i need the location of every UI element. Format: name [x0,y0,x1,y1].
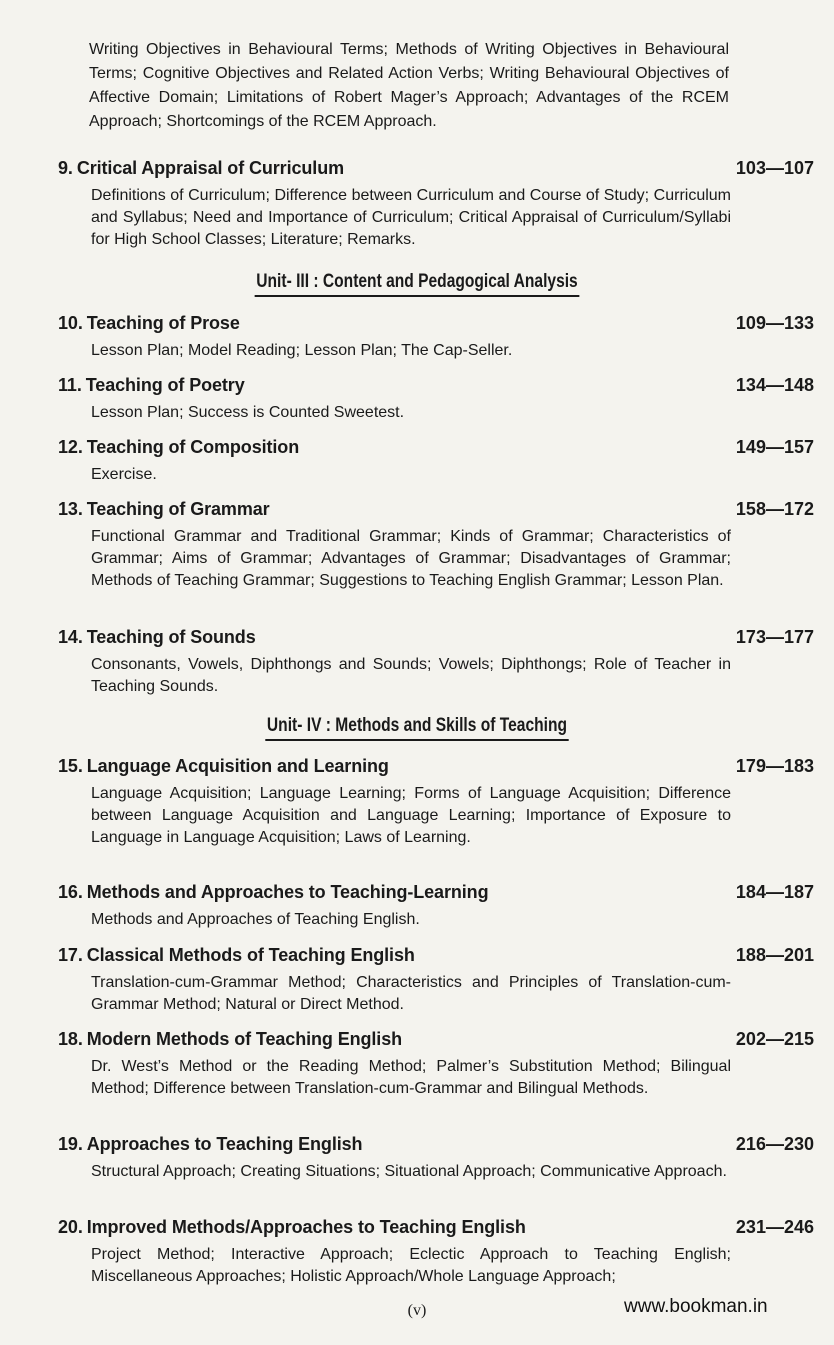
chapter-10 [58,313,814,362]
chapter-11 [58,375,814,424]
chapter-15 [58,756,814,849]
chapter-title: 14. Teaching of Sounds [58,627,256,647]
chapter-title: 17. Classical Methods of Teaching English [58,945,415,965]
chapter-description: Project Method; Interactive Approach; Eclectic Approach to Teaching English; Miscellaneous Approaches; Holistic Approach/Whole Language Approach; [91,1246,731,1285]
unit-4-heading: Unit- IV : Methods and Skills of Teaching [0,715,834,741]
chapter-pages: 103—107 [735,158,814,178]
chapter-pages: 184—187 [735,882,814,902]
chapter-description: Lesson Plan; Success is Counted Sweetest. [91,404,405,421]
chapter-title: 11. Teaching of Poetry [58,375,245,395]
chapter-pages: 109—133 [735,313,814,333]
chapter-8-description-continued: Writing Objectives in Behavioural Terms; Methods of Writing Objectives in Behavioural Terms; Cognitive Objectives and Related Action Verbs; Writing Behavioural Objectives of Affective Domain; Limitations of Robert Mager’s Approach; Advantages of the RCEM Approach; Shortcomings of the RCEM Approach. [89,41,729,130]
chapter-description: Functional Grammar and Traditional Grammar; Kinds of Grammar; Characteristics of Grammar; Aims of Grammar; Advantages of Grammar; Disadvantages of Grammar; Methods of Teaching Grammar; Suggestions to Teaching English Grammar; Lesson Plan. [91,528,731,589]
page-number: (v) [407,1302,427,1319]
chapter-description: Exercise. [91,466,157,483]
chapter-13 [58,499,814,592]
chapter-pages: 149—157 [735,437,814,457]
chapter-description: Dr. West’s Method or the Reading Method; Palmer’s Substitution Method; Bilingual Method; Difference between Translation-cum-Grammar and Bilingual Methods. [91,1058,731,1097]
chapter-9 [58,158,814,251]
chapter-pages: 202—215 [735,1029,814,1049]
chapter-pages: 188—201 [735,945,814,965]
chapter-pages: 173—177 [735,627,814,647]
chapter-12 [58,437,814,486]
chapter-title: 20. Improved Methods/Approaches to Teaching English [58,1217,526,1237]
chapter-description: Methods and Approaches of Teaching English. [91,911,420,928]
chapter-14 [58,627,814,698]
chapter-title: 12. Teaching of Composition [58,437,300,457]
chapter-description: Definitions of Curriculum; Difference between Curriculum and Course of Study; Curriculum and Syllabus; Need and Importance of Curriculum; Critical Appraisal of Curriculum/Syllabi for High School Classes; Literature; Remarks. [91,187,731,248]
chapter-description: Consonants, Vowels, Diphthongs and Sounds; Vowels; Diphthongs; Role of Teacher in Teaching Sounds. [91,656,731,695]
chapter-title: 15. Language Acquisition and Learning [58,756,389,776]
chapter-description: Lesson Plan; Model Reading; Lesson Plan; The Cap-Seller. [91,342,513,359]
chapter-pages: 158—172 [735,499,814,519]
website-watermark: www.bookman.in [624,1296,768,1317]
chapter-pages: 179—183 [735,756,814,776]
chapter-description: Translation-cum-Grammar Method; Characteristics and Principles of Translation-cum-Grammar Method; Natural or Direct Method. [91,974,731,1013]
chapter-title: 16. Methods and Approaches to Teaching-Learning [58,882,489,902]
chapter-description: Language Acquisition; Language Learning; Forms of Language Acquisition; Difference between Language Acquisition and Language Learning; Importance of Exposure to Language in Language Acquisition; Laws of Learning. [91,785,731,846]
chapter-pages: 134—148 [735,375,814,395]
chapter-title: 18. Modern Methods of Teaching English [58,1029,402,1049]
chapter-title: 10. Teaching of Prose [58,313,240,333]
unit-3-heading: Unit- III : Content and Pedagogical Analysis [0,271,834,297]
chapter-pages: 231—246 [735,1217,814,1237]
chapter-title: 19. Approaches to Teaching English [58,1134,363,1154]
chapter-16 [58,882,814,931]
chapter-pages: 216—230 [735,1134,814,1154]
chapter-description: Structural Approach; Creating Situations; Situational Approach; Communicative Approach. [91,1163,727,1180]
chapter-20 [58,1217,814,1288]
chapter-19 [58,1134,814,1183]
chapter-title: 9. Critical Appraisal of Curriculum [58,158,344,178]
chapter-17 [58,945,814,1016]
chapter-title: 13. Teaching of Grammar [58,499,270,519]
chapter-18 [58,1029,814,1100]
